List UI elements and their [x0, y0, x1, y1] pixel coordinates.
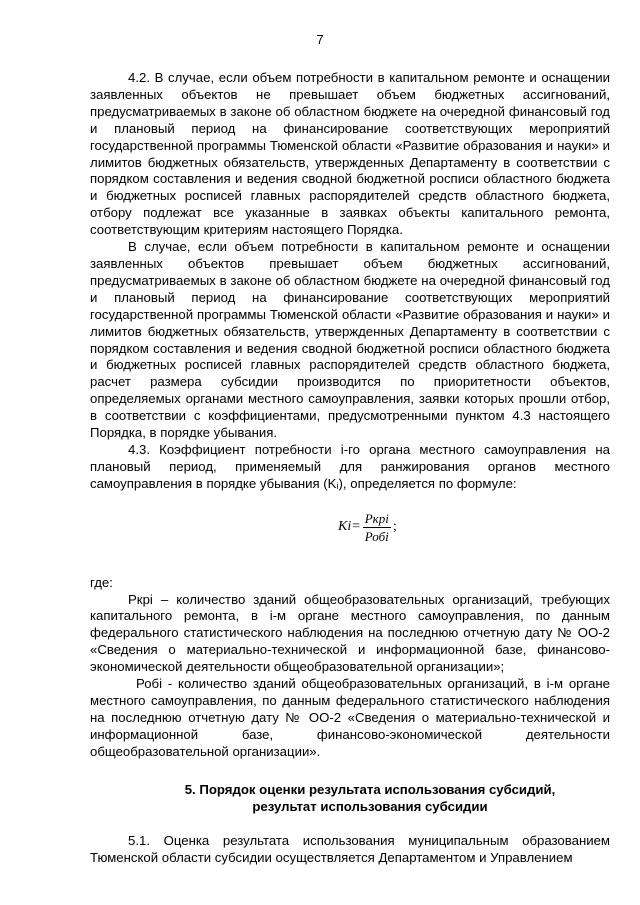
paragraph-4-3: 4.3. Коэффициент потребности i-го органа местного самоуправления на плановый период, применяемый для ранжирования органов местного самоуправления в порядке убывания (Kᵢ), определяется по формуле:: [90, 441, 610, 491]
definition-pobi: Робi - количество зданий общеобразовательных организаций, в i-м органе местного самоуправления, по данным федерального статистического наблюдения на последнюю отчетную дату № ОО-2 «Сведения о материально-технической и информационной базе, финансово-экономической деятельности общеобразовательной организации».: [90, 676, 610, 759]
section-5-heading: [90, 781, 610, 815]
section-heading-line-2: результат использования субсидии: [252, 798, 488, 814]
section-heading-line-1: 5. Порядок оценки результата использования субсидий,: [184, 781, 556, 797]
paragraph-4-2-continued: В случае, если объем потребности в капитальном ремонте и оснащении заявленных объектов превышает объем бюджетных ассигнований, предусматриваемых в законе об областном бюджете на очередной финансовый год и плановый период на финансирование соответствующих мероприятий государственной программы Тюменской области «Развитие образования и науки» и лимитов бюджетных обязательств, утвержденных Департаменту в соответствии с порядком составления и ведения сводной бюджетной росписи областного бюджета и бюджетных росписей главных распорядителей средств областного бюджета, расчет размера субсидии производится по приоритетности объектов, определяемых органами местного самоуправления, заявки которых прошли отбор, в соответствии с коэффициентами, предусмотренными пунктом 4.3 настоящего Порядка, в порядке убывания.: [90, 239, 610, 441]
paragraph-4-2: 4.2. В случае, если объем потребности в капитальном ремонте и оснащении заявленных объектов не превышает объем бюджетных ассигнований, предусматриваемых в законе об областном бюджете на очередной финансовый год и плановый период на финансирование соответствующих мероприятий государственной программы Тюменской области «Развитие образования и науки» и лимитов бюджетных обязательств, утвержденных Департаменту в соответствии с порядком составления и ведения сводной бюджетной росписи областного бюджета и бюджетных росписей главных распорядителей средств областного бюджета, отбору подлежат все указанные в заявках объекты капитального ремонта, соответствующим критериям настоящего Порядка.: [90, 70, 610, 238]
paragraph-5-1: 5.1. Оценка результата использования муниципальным образованием Тюменской области субсидии осуществляется Департаментом и Управлением: [90, 832, 610, 865]
formula-block: [90, 493, 610, 575]
formula-suffix: ;: [392, 518, 397, 534]
formula-numerator: Ркрi: [364, 510, 389, 526]
definition-pkri: Ркрi – количество зданий общеобразовательных организаций, требующих капитального ремонта, в i-м органе местного самоуправления, по данным федерального статистического наблюдения на последнюю отчетную дату № ОО-2 «Сведения о материально-технической и информационной базе, финансово-экономической деятельности общеобразовательной организации»;: [90, 591, 610, 675]
formula-denominator: Робi: [364, 528, 389, 544]
where-label: где:: [90, 574, 113, 590]
document-body: [90, 70, 610, 866]
formula-lhs: Ki=: [338, 518, 361, 534]
coefficient-formula: [338, 511, 397, 544]
page-number: 7: [316, 32, 324, 47]
formula-fraction: [363, 511, 391, 544]
